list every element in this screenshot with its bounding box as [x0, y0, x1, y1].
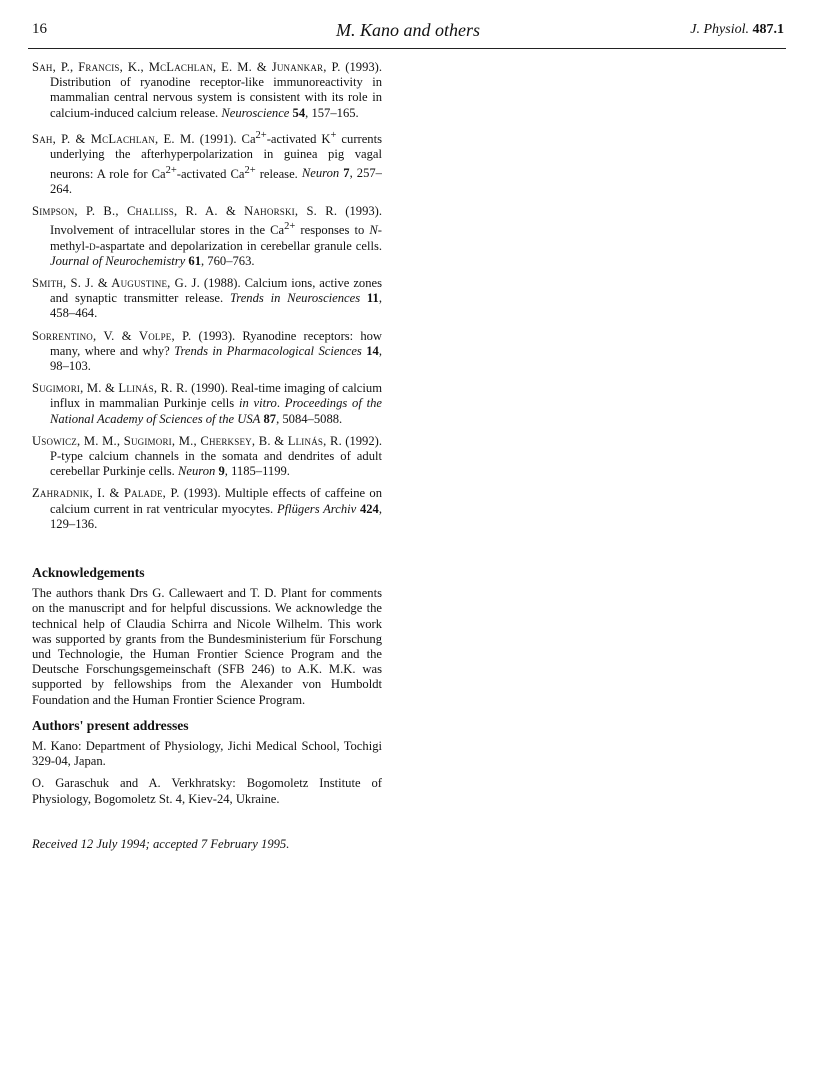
- reference-volume: 87: [260, 411, 277, 426]
- reference-journal: Neuron: [301, 166, 340, 181]
- reference-item: [32, 434, 382, 480]
- reference-year: (1990).: [187, 381, 232, 396]
- reference-volume: 61: [185, 253, 201, 268]
- reference-journal: Proceedings of the National Academy of Sciences of the USA: [50, 396, 383, 426]
- reference-volume: 7: [339, 166, 350, 181]
- reference-title: Calcium ions, active zones and synaptic transmitter release.: [50, 276, 382, 306]
- reference-authors: Sah, P. & McLachlan, E. M.: [32, 132, 195, 146]
- reference-journal: Journal of Neurochemistry: [50, 253, 186, 268]
- reference-item: [32, 329, 382, 375]
- reference-list: [32, 60, 382, 532]
- address-entry: M. Kano: Department of Physiology, Jichi Medical School, Tochigi 329-04, Japan.: [32, 739, 382, 769]
- reference-journal: Trends in Neurosciences: [229, 291, 361, 306]
- received-dates: Received 12 July 1994; accepted 7 February 1995.: [32, 836, 290, 851]
- reference-item: [32, 60, 382, 121]
- reference-pages: , 5084–5088.: [276, 411, 343, 426]
- reference-pages: , 760–763.: [201, 253, 255, 268]
- reference-title: Distribution of ryanodine receptor-like immunoreactivity in mammalian central nervous system is consistent with its role in calcium-induced calcium release.: [50, 75, 382, 120]
- reference-year: (1988).: [199, 276, 245, 290]
- page-content: [32, 60, 382, 865]
- reference-volume: 11: [360, 291, 379, 306]
- reference-authors: Smith, S. J. & Augustine, G. J.: [32, 276, 200, 290]
- reference-item: [32, 276, 382, 322]
- reference-year: (1993).: [337, 204, 383, 218]
- reference-year: (1992).: [341, 433, 382, 448]
- reference-volume: 424: [356, 501, 379, 516]
- reference-authors: Sugimori, M. & Llinás, R. R.: [32, 381, 188, 396]
- addresses-heading: Authors' present addresses: [32, 717, 189, 733]
- reference-volume: 14: [361, 343, 379, 358]
- reference-journal: Trends in Pharmacological Sciences: [174, 343, 362, 358]
- reference-item: [32, 128, 382, 197]
- reference-title: P-type calcium channels in the somata and dendrites of adult cerebellar Purkinje cells.: [50, 449, 382, 479]
- reference-journal: Neuroscience: [221, 105, 290, 120]
- reference-pages: , 98–103.: [50, 343, 382, 374]
- reference-pages: , 1185–1199.: [224, 464, 290, 479]
- reference-item: [32, 381, 382, 427]
- reference-item: [32, 204, 382, 269]
- running-title: M. Kano and others: [336, 20, 480, 40]
- reference-title: Multiple effects of caffeine on calcium current in rat ventricular myocytes.: [50, 486, 382, 516]
- acknowledgements-heading: Acknowledgements: [32, 565, 145, 581]
- reference-year: (1991).: [194, 132, 242, 146]
- address-entry: O. Garaschuk and A. Verkhratsky: Bogomoletz Institute of Physiology, Bogomoletz St. 4, Kiev-24, Ukraine.: [32, 776, 382, 806]
- reference-pages: , 157–165.: [305, 105, 359, 120]
- reference-volume: 9: [215, 464, 225, 479]
- reference-year: (1993).: [191, 328, 243, 343]
- reference-volume: 54: [289, 105, 306, 120]
- reference-title: Ryanodine receptors: how many, where and why?: [50, 328, 383, 358]
- reference-pages: , 257–264.: [50, 166, 382, 196]
- reference-title: Involvement of intracellular stores in the $Ca^{2+}$ responses to N-methyl-d-aspartate and depolarization in cerebellar granule cells.: [50, 221, 382, 253]
- reference-year: (1993).: [179, 486, 225, 501]
- reference-title: Real-time imaging of calcium influx in mammalian Purkinje cells in vitro.: [50, 381, 382, 411]
- reference-authors: Zahradnik, I. & Palade, P.: [32, 486, 180, 501]
- reference-authors: Sah, P., Francis, K., McLachlan, E. M. & Junankar, P.: [32, 60, 341, 74]
- reference-authors: Simpson, P. B., Challiss, R. A. & Nahorski, S. R.: [32, 204, 338, 218]
- reference-journal: Neuron: [177, 464, 216, 479]
- journal-name: J. Physiol.: [690, 22, 749, 37]
- reference-title: $Ca^{2+}$-activated K+ currents underlying the afterhyperpolarization in guinea pig vagal neurons: A role for $Ca^{2+}$-activated $Ca^{2+}$ release.: [50, 129, 382, 181]
- reference-authors: Sorrentino, V. & Volpe, P.: [32, 328, 192, 343]
- reference-item: [32, 486, 382, 532]
- reference-year: (1993).: [340, 60, 383, 74]
- acknowledgements-text: The authors thank Drs G. Callewaert and T. D. Plant for comments on the manuscript and for helpful discussions. We acknowledge the technical help of Claudia Schirra and Nicole Wilhelm. This work was supported by grants from the Bundesministerium für Forschung und Technologie, the Human Frontier Science Program and the Deutsche Forschungsgemeinschaft (SFB 246) to A.K. M.K. was supported by fellowships from the Alexander von Humboldt Foundation and the Human Frontier Science Program.: [32, 586, 382, 707]
- reference-pages: , 458–464.: [50, 291, 382, 321]
- reference-pages: , 129–136.: [50, 501, 382, 531]
- reference-authors: Usowicz, M. M., Sugimori, M., Cherksey, B. & Llinás, R.: [32, 433, 342, 448]
- volume-issue: 487.1: [752, 22, 784, 37]
- header-rule: [28, 48, 786, 49]
- page-header: [32, 20, 784, 44]
- page-number: 16: [32, 21, 47, 37]
- reference-journal: Pflügers Archiv: [276, 501, 357, 516]
- journal-citation: [690, 22, 784, 38]
